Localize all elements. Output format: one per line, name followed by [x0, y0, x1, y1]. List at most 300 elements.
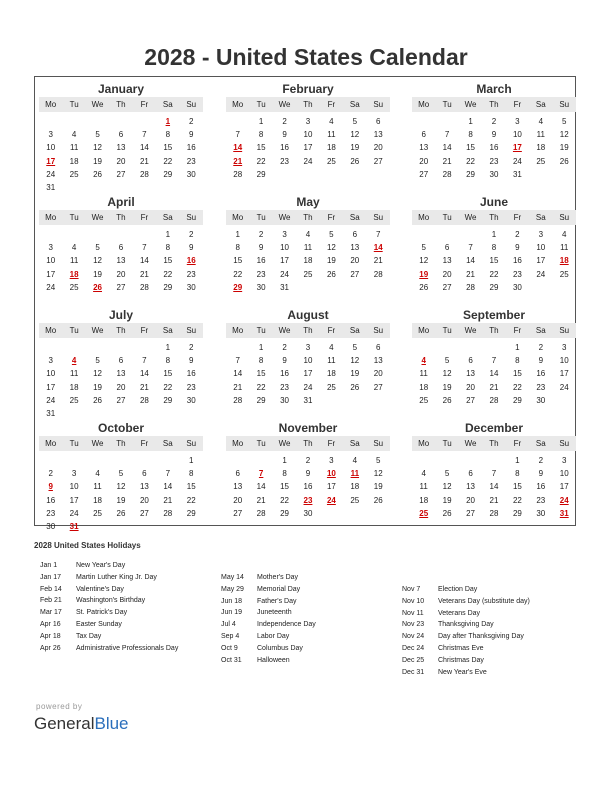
- weekday-label: Th: [303, 439, 313, 448]
- week-row: [226, 254, 390, 267]
- day-cell: 19: [93, 382, 102, 392]
- day-cell: 4: [95, 469, 100, 479]
- day-cell: 3: [329, 456, 334, 465]
- day-cell: 15: [163, 256, 173, 266]
- day-cell: 21: [489, 382, 499, 392]
- weekday-header: [226, 436, 390, 451]
- week-row: [412, 168, 576, 181]
- day-cell: [226, 341, 249, 354]
- day-cell: 3: [282, 230, 287, 239]
- holiday-name: Valentine's Day: [76, 585, 124, 593]
- day-cell: [62, 454, 85, 467]
- day-cell: [62, 407, 85, 420]
- day-cell: 26: [419, 282, 429, 292]
- day-cell: 21: [256, 495, 266, 505]
- day-cell: 4: [538, 117, 544, 126]
- day-cell: 22: [163, 269, 173, 279]
- day-cell: 8: [258, 356, 264, 366]
- holiday-day: 26: [93, 282, 102, 292]
- day-cell: 7: [491, 469, 497, 479]
- week-row: [226, 381, 390, 394]
- month-august: [226, 307, 390, 407]
- week-row: [412, 281, 576, 294]
- day-cell: [62, 115, 85, 128]
- day-cell: 7: [444, 130, 450, 140]
- weekday-label: Tu: [256, 326, 266, 335]
- generalblue-logo[interactable]: [34, 714, 129, 734]
- holiday-date: Jan 1: [40, 562, 58, 569]
- day-cell: [109, 520, 132, 533]
- holiday-day: 9: [48, 482, 53, 492]
- month-may: [226, 194, 390, 294]
- day-cell: 25: [536, 156, 546, 166]
- day-cell: [133, 407, 156, 420]
- day-cell: 5: [118, 469, 124, 479]
- day-cell: 5: [95, 243, 100, 253]
- holiday-item: [221, 619, 316, 631]
- month-name: February: [282, 82, 334, 96]
- day-cell: 14: [256, 482, 266, 492]
- month-july: [39, 307, 203, 420]
- holiday-day: 4: [421, 356, 426, 366]
- holiday-item: [40, 560, 178, 572]
- week-row: [412, 354, 576, 367]
- day-cell: 23: [536, 382, 546, 392]
- holiday-day: 16: [186, 256, 196, 266]
- month-june: [412, 194, 576, 294]
- holiday-item: [221, 596, 316, 608]
- day-cell: 25: [69, 395, 79, 405]
- week-row: [412, 341, 576, 354]
- day-cell: [62, 181, 85, 194]
- holiday-item: [402, 608, 530, 620]
- day-cell: 25: [69, 169, 79, 179]
- holiday-date: Sep 4: [221, 632, 240, 640]
- holiday-item: [221, 572, 316, 584]
- weekday-label: Su: [373, 326, 384, 335]
- week-row: [39, 254, 203, 267]
- day-cell: 27: [233, 508, 243, 518]
- holiday-day: 24: [559, 495, 569, 505]
- day-cell: 13: [419, 143, 429, 153]
- weekday-header: [412, 323, 576, 338]
- holiday-item: [40, 631, 178, 643]
- day-cell: [86, 407, 109, 420]
- day-cell: 8: [189, 469, 194, 479]
- day-cell: 30: [536, 508, 546, 518]
- day-cell: [296, 168, 319, 181]
- day-cell: 13: [373, 130, 383, 140]
- holiday-name: Easter Sunday: [76, 620, 122, 628]
- day-cell: 6: [235, 469, 240, 479]
- day-cell: 20: [116, 382, 126, 392]
- day-cell: 27: [373, 382, 383, 392]
- holiday-name: Washington's Birthday: [76, 597, 146, 605]
- day-cell: [180, 407, 203, 420]
- day-cell: 26: [559, 156, 569, 166]
- week-row: [412, 454, 576, 467]
- day-cell: 21: [139, 382, 149, 392]
- day-cell: 27: [466, 508, 475, 518]
- holiday-day: 14: [233, 143, 243, 153]
- day-cell: [156, 407, 179, 420]
- holiday-item: [402, 643, 530, 655]
- day-cell: [553, 168, 576, 181]
- day-cell: 10: [536, 243, 546, 253]
- day-cell: 16: [280, 143, 289, 153]
- day-cell: 17: [326, 482, 336, 492]
- day-cell: 22: [233, 269, 243, 279]
- day-cell: 25: [419, 395, 429, 405]
- day-cell: 29: [280, 508, 289, 518]
- day-cell: 9: [491, 130, 497, 140]
- day-cell: [39, 341, 62, 354]
- holiday-name: Thanksgiving Day: [438, 621, 494, 629]
- week-row: [39, 155, 203, 168]
- day-cell: 24: [46, 169, 56, 179]
- day-cell: 15: [466, 143, 475, 153]
- week-row: [39, 354, 203, 367]
- weekday-label: Mo: [232, 439, 244, 448]
- week-row: [412, 494, 576, 507]
- day-cell: [320, 281, 343, 294]
- day-cell: 3: [538, 230, 544, 239]
- week-row: [39, 494, 203, 507]
- day-cell: 7: [165, 469, 171, 479]
- holiday-day: 10: [326, 469, 336, 479]
- day-cell: 20: [466, 495, 475, 505]
- day-cell: 27: [419, 169, 429, 179]
- day-cell: [62, 341, 85, 354]
- day-cell: [367, 168, 390, 181]
- week-row: [226, 467, 390, 480]
- day-cell: 3: [305, 343, 311, 352]
- day-cell: 20: [116, 269, 126, 279]
- day-cell: 12: [419, 256, 429, 266]
- day-cell: 30: [186, 282, 196, 292]
- day-cell: [109, 454, 132, 467]
- day-cell: [482, 454, 505, 467]
- week-row: [39, 507, 203, 520]
- week-row: [226, 494, 390, 507]
- day-cell: 16: [536, 369, 546, 379]
- day-cell: 16: [186, 143, 196, 153]
- day-cell: 4: [71, 130, 77, 140]
- day-cell: 11: [327, 130, 336, 140]
- holiday-column: [402, 584, 530, 678]
- day-cell: 8: [165, 243, 171, 253]
- day-cell: 5: [352, 343, 358, 352]
- week-row: [39, 520, 203, 533]
- day-cell: [156, 520, 179, 533]
- day-cell: 30: [303, 508, 313, 518]
- day-cell: 26: [93, 395, 102, 405]
- day-cell: 7: [235, 130, 240, 140]
- day-cell: 17: [69, 495, 79, 505]
- day-cell: [109, 181, 132, 194]
- day-cell: 13: [466, 482, 475, 492]
- day-cell: [482, 341, 505, 354]
- day-cell: 19: [350, 369, 360, 379]
- day-cell: 25: [559, 269, 569, 279]
- holiday-name: Election Day: [438, 586, 478, 593]
- day-cell: 24: [46, 395, 56, 405]
- day-cell: 1: [515, 343, 520, 352]
- day-cell: 25: [93, 508, 102, 518]
- weekday-header: [226, 97, 390, 112]
- day-cell: 10: [303, 130, 313, 140]
- day-cell: 12: [326, 243, 336, 253]
- day-cell: [343, 394, 366, 407]
- day-cell: 9: [515, 243, 520, 253]
- holiday-item: [402, 667, 530, 679]
- weekday-header: [226, 323, 390, 338]
- day-cell: 23: [280, 156, 289, 166]
- month-april: [39, 194, 203, 294]
- day-cell: 16: [489, 143, 499, 153]
- week-row: [39, 394, 203, 407]
- holiday-day: 17: [512, 143, 522, 153]
- day-cell: [133, 115, 156, 128]
- day-cell: 18: [93, 495, 102, 505]
- day-cell: 4: [562, 230, 567, 239]
- day-cell: 30: [46, 521, 56, 531]
- day-cell: 16: [186, 369, 196, 379]
- weekday-label: Su: [373, 100, 384, 109]
- day-cell: 5: [444, 356, 450, 366]
- week-row: [412, 115, 576, 128]
- weekday-label: Mo: [418, 213, 430, 222]
- day-cell: 2: [538, 343, 544, 352]
- month-january: [39, 81, 203, 194]
- month-december: [412, 420, 576, 520]
- holiday-name: Administrative Professionals Day: [76, 644, 179, 652]
- day-cell: [109, 115, 132, 128]
- week-row: [412, 268, 576, 281]
- day-cell: 30: [256, 282, 266, 292]
- day-cell: 1: [468, 117, 473, 126]
- weekday-label: Th: [116, 326, 126, 335]
- holiday-day: 23: [303, 495, 313, 505]
- day-cell: [133, 181, 156, 194]
- weekday-label: We: [91, 326, 104, 335]
- holiday-date: Jul 4: [221, 621, 236, 629]
- day-cell: [459, 454, 482, 467]
- month-name: October: [97, 421, 144, 435]
- week-row: [412, 467, 576, 480]
- day-cell: 27: [139, 508, 149, 518]
- weekday-header: [412, 436, 576, 451]
- week-row: [412, 367, 576, 380]
- weekday-label: Sa: [162, 100, 173, 109]
- week-row: [39, 454, 203, 467]
- day-cell: 11: [69, 143, 79, 153]
- weekday-label: Tu: [442, 213, 452, 222]
- day-cell: 3: [515, 117, 520, 126]
- weekday-label: Su: [186, 100, 197, 109]
- week-row: [39, 467, 203, 480]
- week-row: [39, 281, 203, 294]
- day-cell: [343, 168, 366, 181]
- week-row: [39, 480, 203, 493]
- day-cell: 17: [559, 482, 569, 492]
- day-cell: 7: [235, 356, 240, 366]
- day-cell: 14: [233, 369, 243, 379]
- month-name: March: [476, 82, 512, 96]
- day-cell: 7: [468, 243, 473, 253]
- holiday-date: Dec 24: [402, 644, 425, 652]
- day-cell: 8: [491, 243, 497, 253]
- day-cell: 8: [165, 356, 171, 366]
- day-cell: 28: [139, 282, 149, 292]
- day-cell: [62, 228, 85, 241]
- day-cell: [156, 181, 179, 194]
- weekday-label: Sa: [162, 439, 173, 448]
- day-cell: 2: [515, 230, 520, 239]
- weekday-label: We: [278, 439, 291, 448]
- holiday-column: [40, 560, 178, 654]
- day-cell: 24: [559, 382, 569, 392]
- holiday-date: Jun 19: [221, 609, 243, 617]
- day-cell: 16: [536, 482, 546, 492]
- day-cell: 27: [466, 395, 475, 405]
- day-cell: [226, 454, 249, 467]
- holiday-date: Nov 11: [402, 609, 424, 617]
- day-cell: 7: [491, 356, 497, 366]
- day-cell: 9: [189, 130, 194, 140]
- day-cell: 22: [489, 269, 499, 279]
- day-cell: 14: [139, 256, 149, 266]
- day-cell: [412, 115, 435, 128]
- holiday-item: [40, 607, 178, 619]
- weekday-label: We: [91, 439, 104, 448]
- day-cell: 22: [256, 156, 266, 166]
- week-row: [226, 354, 390, 367]
- day-cell: 6: [118, 356, 124, 366]
- day-cell: [435, 341, 458, 354]
- weekday-header: [226, 210, 390, 225]
- day-cell: 9: [538, 469, 544, 479]
- day-cell: 14: [139, 143, 149, 153]
- day-cell: 11: [419, 369, 428, 379]
- holiday-day: 21: [233, 156, 243, 166]
- weekday-label: We: [464, 439, 477, 448]
- weekday-label: Th: [303, 213, 313, 222]
- holiday-date: Nov 10: [402, 597, 425, 605]
- day-cell: 4: [71, 243, 77, 253]
- day-cell: 5: [421, 243, 426, 253]
- week-row: [226, 507, 390, 520]
- day-cell: 26: [326, 269, 336, 279]
- day-cell: 10: [280, 243, 289, 253]
- holiday-date: Nov 24: [402, 633, 425, 641]
- weekday-label: Sa: [162, 326, 173, 335]
- weekday-label: Th: [489, 100, 499, 109]
- weekday-label: Th: [303, 100, 313, 109]
- day-cell: 16: [46, 495, 56, 505]
- day-cell: 9: [282, 356, 287, 366]
- day-cell: 25: [303, 269, 313, 279]
- weekday-label: Tu: [69, 100, 79, 109]
- day-cell: [133, 520, 156, 533]
- holiday-name: St. Patrick's Day: [76, 609, 128, 617]
- day-cell: 6: [444, 243, 450, 253]
- week-row: [412, 381, 576, 394]
- day-cell: 29: [466, 169, 475, 179]
- week-row: [226, 341, 390, 354]
- week-row: [226, 155, 390, 168]
- day-cell: 4: [329, 117, 334, 126]
- week-row: [39, 228, 203, 241]
- day-cell: 6: [376, 117, 381, 126]
- day-cell: 30: [536, 395, 546, 405]
- holiday-date: Apr 26: [40, 644, 61, 652]
- week-row: [412, 128, 576, 141]
- day-cell: 28: [139, 395, 149, 405]
- day-cell: [320, 168, 343, 181]
- day-cell: 2: [189, 230, 194, 239]
- holiday-day: 4: [71, 356, 77, 366]
- day-cell: 28: [256, 508, 266, 518]
- holiday-day: 31: [559, 508, 569, 518]
- day-cell: 29: [512, 395, 522, 405]
- weekday-label: Th: [116, 439, 126, 448]
- day-cell: 2: [538, 456, 544, 465]
- day-cell: 13: [116, 143, 126, 153]
- day-cell: [553, 394, 576, 407]
- weekday-label: Fr: [327, 439, 336, 448]
- day-cell: 21: [139, 156, 149, 166]
- day-cell: 29: [163, 169, 173, 179]
- weekday-label: We: [464, 326, 477, 335]
- day-cell: 1: [491, 230, 497, 239]
- holiday-date: Mar 17: [40, 609, 62, 617]
- month-name: January: [97, 82, 145, 96]
- day-cell: 10: [46, 369, 56, 379]
- weekday-label: Fr: [513, 213, 522, 222]
- day-cell: 1: [258, 117, 264, 126]
- day-cell: 2: [491, 117, 497, 126]
- holiday-date: Jun 18: [221, 597, 243, 605]
- holiday-name: Tax Day: [76, 632, 102, 640]
- weekday-label: Fr: [140, 100, 149, 109]
- holiday-date: Feb 14: [40, 585, 62, 593]
- day-cell: 11: [560, 243, 569, 253]
- day-cell: 2: [258, 230, 264, 239]
- day-cell: 30: [186, 169, 196, 179]
- day-cell: 7: [142, 243, 147, 253]
- day-cell: 8: [515, 469, 520, 479]
- day-cell: 8: [235, 243, 240, 253]
- month-name: September: [462, 308, 526, 322]
- weekday-label: We: [464, 100, 477, 109]
- day-cell: 24: [303, 156, 313, 166]
- day-cell: [180, 520, 203, 533]
- weekday-label: Fr: [513, 439, 522, 448]
- day-cell: 21: [163, 495, 173, 505]
- week-row: [39, 381, 203, 394]
- day-cell: 18: [69, 156, 79, 166]
- day-cell: [435, 228, 458, 241]
- day-cell: 22: [466, 156, 475, 166]
- weekday-label: Th: [116, 100, 126, 109]
- day-cell: 16: [280, 369, 289, 379]
- day-cell: 21: [466, 269, 475, 279]
- day-cell: 9: [189, 243, 194, 253]
- day-cell: 27: [442, 282, 452, 292]
- weekday-label: Fr: [513, 100, 522, 109]
- brand-blue: Blue: [94, 714, 129, 733]
